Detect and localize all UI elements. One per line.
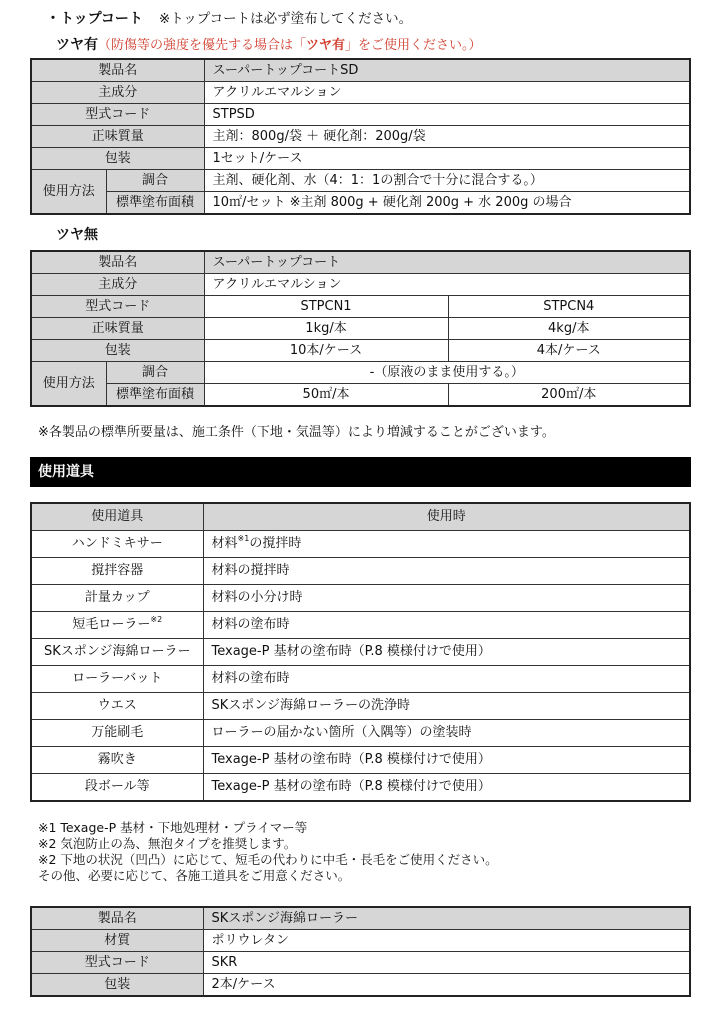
table-row bbox=[31, 585, 690, 612]
area-label: 標準塗布面積 bbox=[106, 384, 204, 407]
glossy-title: ツヤ有 bbox=[56, 37, 98, 53]
table-row bbox=[31, 952, 690, 974]
tool-name-cell: 万能刷毛 bbox=[31, 720, 203, 747]
table-row bbox=[31, 666, 690, 693]
pack-value-b: 4本/ケース bbox=[448, 340, 690, 362]
code-value: STPSD bbox=[204, 104, 690, 126]
pack-label: 包装 bbox=[31, 974, 203, 997]
table-header-row bbox=[31, 503, 690, 531]
product-label: 製品名 bbox=[31, 907, 203, 930]
table-row bbox=[31, 907, 690, 930]
code-label: 型式コード bbox=[31, 104, 204, 126]
pack-label: 包装 bbox=[31, 148, 204, 170]
table-row bbox=[31, 747, 690, 774]
material-label: 材質 bbox=[31, 930, 203, 952]
mix-value: 主剤、硬化剤、水（4：1：1の割合で十分に混合する。） bbox=[204, 170, 690, 192]
code-value-b: STPCN4 bbox=[448, 296, 690, 318]
main-label: 主成分 bbox=[31, 274, 204, 296]
tool-name-cell: 段ボール等 bbox=[31, 774, 203, 802]
tool-usage-cell: ローラーの届かない箇所（入隅等）の塗装時 bbox=[203, 720, 690, 747]
tools-section-header: 使用道具 bbox=[30, 457, 691, 487]
table-row bbox=[31, 251, 690, 274]
table-row bbox=[31, 639, 690, 666]
tool-name-cell: ウエス bbox=[31, 693, 203, 720]
note-line: その他、必要に応じて、各施工道具をご用意ください。 bbox=[38, 868, 351, 883]
product-value: スーパートップコートSD bbox=[204, 59, 690, 82]
pack-value: 2本/ケース bbox=[203, 974, 690, 997]
area-label: 標準塗布面積 bbox=[106, 192, 204, 215]
table-row bbox=[31, 612, 690, 639]
table-row bbox=[31, 170, 690, 192]
weight-label: 正味質量 bbox=[31, 126, 204, 148]
table-row bbox=[31, 974, 690, 997]
table-row bbox=[31, 720, 690, 747]
table-row bbox=[31, 774, 690, 802]
tool-usage-cell: Texage-P 基材の塗布時（P.8 模様付けで使用） bbox=[203, 747, 690, 774]
weight-value-b: 4kg/本 bbox=[448, 318, 690, 340]
glossy-note: （防傷等の強度を優先する場合は「ツヤ有」をご使用ください。） bbox=[98, 38, 482, 53]
matte-heading: ツヤ無 bbox=[56, 227, 98, 243]
pack-value-a: 10本/ケース bbox=[204, 340, 448, 362]
note-line: ※2 気泡防止の為、無泡タイプを推奨します。 bbox=[38, 836, 297, 851]
tool-name-cell: 計量カップ bbox=[31, 585, 203, 612]
main-value: アクリルエマルション bbox=[204, 82, 690, 104]
area-value-b: 200㎡/本 bbox=[448, 384, 690, 407]
material-value: ポリウレタン bbox=[203, 930, 690, 952]
table-row bbox=[31, 558, 690, 585]
matte-spec-table bbox=[30, 250, 691, 407]
tool-name-cell: 撹拌容器 bbox=[31, 558, 203, 585]
col-header-tool: 使用道具 bbox=[31, 503, 203, 531]
tool-usage-cell: 材料の小分け時 bbox=[203, 585, 690, 612]
pack-value: 1セット/ケース bbox=[204, 148, 690, 170]
glossy-heading bbox=[56, 34, 482, 54]
table-row bbox=[31, 384, 690, 407]
product-label: 製品名 bbox=[31, 251, 204, 274]
tool-usage-cell: 材料$^{※1}$の撹拌時 bbox=[203, 531, 690, 558]
main-value: アクリルエマルション bbox=[204, 274, 690, 296]
table-row bbox=[31, 693, 690, 720]
table-row bbox=[31, 531, 690, 558]
mix-label: 調合 bbox=[106, 362, 204, 384]
product-value: SKスポンジ海綿ローラー bbox=[203, 907, 690, 930]
code-label: 型式コード bbox=[31, 952, 203, 974]
usage-label: 使用方法 bbox=[31, 170, 106, 215]
topcoat-title: ・トップコート bbox=[46, 11, 143, 27]
tools-notes bbox=[38, 820, 498, 884]
table-row bbox=[31, 148, 690, 170]
pack-label: 包装 bbox=[31, 340, 204, 362]
table-row bbox=[31, 104, 690, 126]
area-value-a: 50㎡/本 bbox=[204, 384, 448, 407]
section-title bbox=[46, 7, 412, 28]
table-row bbox=[31, 362, 690, 384]
glossy-spec-table bbox=[30, 58, 691, 215]
table-row bbox=[31, 126, 690, 148]
table-row bbox=[31, 82, 690, 104]
tool-usage-cell: SKスポンジ海綿ローラーの洗浄時 bbox=[203, 693, 690, 720]
code-value: SKR bbox=[203, 952, 690, 974]
code-value-a: STPCN1 bbox=[204, 296, 448, 318]
table-row bbox=[31, 296, 690, 318]
tools-table bbox=[30, 502, 691, 802]
tool-name-cell: ローラーバット bbox=[31, 666, 203, 693]
weight-label: 正味質量 bbox=[31, 318, 204, 340]
table-row bbox=[31, 340, 690, 362]
weight-value-a: 1kg/本 bbox=[204, 318, 448, 340]
tool-usage-cell: Texage-P 基材の塗布時（P.8 模様付けで使用） bbox=[203, 639, 690, 666]
tool-name-cell: ハンドミキサー bbox=[31, 531, 203, 558]
table-row bbox=[31, 274, 690, 296]
mix-value: -（原液のまま使用する。） bbox=[204, 362, 690, 384]
topcoat-note: ※トップコートは必ず塗布してください。 bbox=[158, 11, 413, 27]
product-value: スーパートップコート bbox=[204, 251, 690, 274]
main-label: 主成分 bbox=[31, 82, 204, 104]
table-row bbox=[31, 930, 690, 952]
tool-name-cell: 短毛ローラー$^{※2}$ bbox=[31, 612, 203, 639]
tool-name-cell: 霧吹き bbox=[31, 747, 203, 774]
tool-usage-cell: 材料の塗布時 bbox=[203, 666, 690, 693]
tool-usage-cell: 材料の撹拌時 bbox=[203, 558, 690, 585]
usage-label: 使用方法 bbox=[31, 362, 106, 407]
table-row bbox=[31, 192, 690, 215]
weight-value: 主剤：800g/袋 ＋ 硬化剤：200g/袋 bbox=[204, 126, 690, 148]
note-line: ※2 下地の状況（凹凸）に応じて、短毛の代わりに中毛・長毛をご使用ください。 bbox=[38, 852, 498, 867]
col-header-when: 使用時 bbox=[203, 503, 690, 531]
note-line: ※1 Texage-P 基材・下地処理材・プライマー等 bbox=[38, 820, 308, 835]
table-row bbox=[31, 318, 690, 340]
product-label: 製品名 bbox=[31, 59, 204, 82]
code-label: 型式コード bbox=[31, 296, 204, 318]
usage-note: ※各製品の標準所要量は、施工条件（下地・気温等）により増減することがございます。 bbox=[38, 425, 555, 440]
tool-usage-cell: Texage-P 基材の塗布時（P.8 模様付けで使用） bbox=[203, 774, 690, 802]
area-value: 10㎡/セット ※主剤 800g + 硬化剤 200g + 水 200g の場合 bbox=[204, 192, 690, 215]
mix-label: 調合 bbox=[106, 170, 204, 192]
tool-usage-cell: 材料の塗布時 bbox=[203, 612, 690, 639]
table-row bbox=[31, 59, 690, 82]
tool-name-cell: SKスポンジ海綿ローラー bbox=[31, 639, 203, 666]
roller-spec-table bbox=[30, 906, 691, 997]
